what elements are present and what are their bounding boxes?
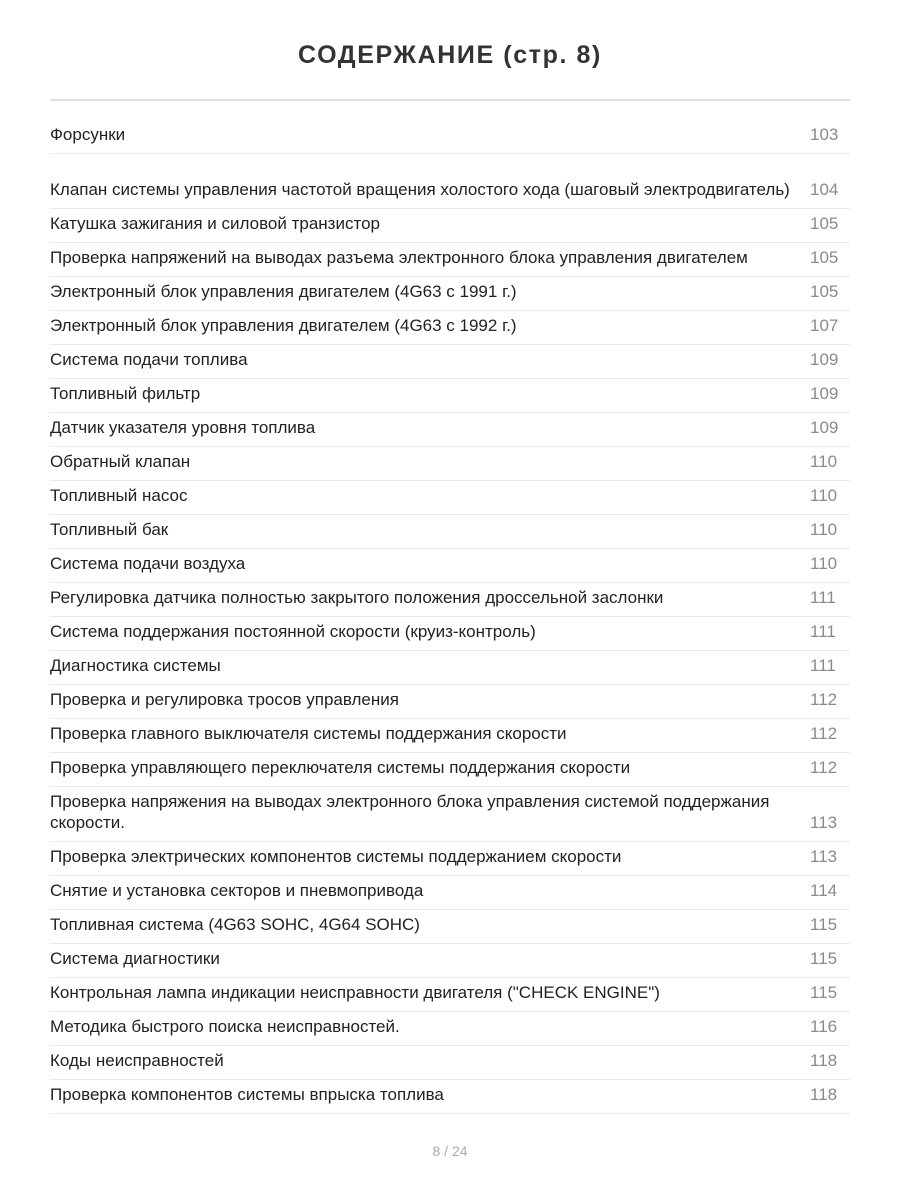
toc-entry-title: Контрольная лампа индикации неисправности двигателя ("CHECK ENGINE") [50,983,660,1002]
toc-entry-title: Топливный фильтр [50,384,201,403]
toc-entry-title: Проверка напряжения на выводах электронного блока управления системой поддержания скорости. [50,792,770,832]
document-page [50,0,850,1114]
toc-entry-title: Проверка главного выключателя системы поддержания скорости [50,724,567,743]
toc-row[interactable] [50,876,850,910]
toc-entry-title: Система диагностики [50,949,220,968]
toc-row[interactable] [50,515,850,549]
toc-row[interactable] [50,1012,850,1046]
toc-row[interactable] [50,209,850,243]
toc-row[interactable] [50,944,850,978]
toc-row[interactable] [50,1046,850,1080]
toc-row[interactable] [50,787,850,842]
toc-entry-title: Форсунки [50,125,126,144]
toc-row[interactable] [50,651,850,685]
toc-entry-page: 111 [810,622,836,641]
toc-row[interactable] [50,719,850,753]
toc-entry-title: Проверка управляющего переключателя системы поддержания скорости [50,758,631,777]
toc-entry-title: Коды неисправностей [50,1051,224,1070]
toc-entry-title: Электронный блок управления двигателем (4G63 с 1992 г.) [50,316,517,335]
toc-row[interactable] [50,413,850,447]
toc-row[interactable] [50,842,850,876]
toc-entry-title: Методика быстрого поиска неисправностей. [50,1017,400,1036]
toc-row[interactable] [50,549,850,583]
toc-row[interactable] [50,311,850,345]
toc-row[interactable] [50,447,850,481]
toc-entry-title: Проверка электрических компонентов системы поддержанием скорости [50,847,622,866]
toc-entry-page: 111 [810,656,836,675]
toc-entry-page: 104 [810,180,839,199]
toc-entry-title: Катушка зажигания и силовой транзистор [50,214,380,233]
toc-entry-page: 105 [810,248,839,267]
title-divider [50,99,850,101]
toc-entry-page: 107 [810,316,839,335]
toc-entry-page: 110 [810,452,838,471]
toc-entry-page: 105 [810,214,839,233]
toc-entry-page: 111 [810,588,836,607]
toc-entry-title: Топливный бак [50,520,169,539]
toc-entry-page: 118 [810,1085,838,1104]
toc-entry-page: 115 [810,983,838,1002]
toc-entry-title: Проверка и регулировка тросов управления [50,690,399,709]
toc-entry-title: Датчик указателя уровня топлива [50,418,316,437]
toc-entry-title: Проверка компонентов системы впрыска топлива [50,1085,444,1104]
toc-row[interactable] [50,753,850,787]
toc-entry-page: 110 [810,486,838,505]
toc-entry-title: Снятие и установка секторов и пневмопривода [50,881,424,900]
toc-entry-page: 112 [810,690,838,709]
toc-entry-page: 112 [810,758,838,777]
page-title: СОДЕРЖАНИЕ (стр. 8) [298,41,602,69]
toc-entry-title: Проверка напряжений на выводах разъема электронного блока управления двигателем [50,248,748,267]
toc-entry-page: 112 [810,724,838,743]
toc-entry-page: 118 [810,1051,838,1070]
page-number-footer: 8 / 24 [432,1143,468,1159]
toc-row[interactable] [50,685,850,719]
toc-entry-page: 115 [810,949,838,968]
toc-entry-page: 109 [810,384,839,403]
toc-entry-title: Топливная система (4G63 SOHC, 4G64 SOHC) [50,915,420,934]
toc-row[interactable] [50,154,850,209]
toc-row[interactable] [50,978,850,1012]
toc-entry-title: Регулировка датчика полностью закрытого положения дроссельной заслонки [50,588,664,607]
toc-list [50,120,850,1114]
toc-entry-page: 103 [810,125,839,144]
toc-row[interactable] [50,481,850,515]
toc-entry-title: Клапан системы управления частотой вращения холостого хода (шаговый электродвигатель) [50,180,790,199]
toc-entry-page: 113 [810,847,838,866]
toc-entry-page: 110 [810,520,838,539]
toc-entry-page: 114 [810,881,838,900]
toc-row[interactable] [50,345,850,379]
toc-row[interactable] [50,617,850,651]
toc-entry-title: Диагностика системы [50,656,221,675]
toc-row[interactable] [50,277,850,311]
toc-entry-page: 115 [810,915,838,934]
toc-row[interactable] [50,379,850,413]
toc-row[interactable] [50,583,850,617]
toc-row[interactable] [50,243,850,277]
toc-entry-page: 105 [810,282,839,301]
toc-entry-page: 113 [810,813,838,832]
toc-entry-page: 110 [810,554,838,573]
toc-entry-title: Электронный блок управления двигателем (4G63 с 1991 г.) [50,282,517,301]
toc-row[interactable] [50,1080,850,1114]
toc-entry-title: Топливный насос [50,486,188,505]
toc-entry-title: Система подачи воздуха [50,554,246,573]
toc-entry-page: 109 [810,350,839,369]
toc-entry-title: Система подачи топлива [50,350,248,369]
toc-entry-title: Обратный клапан [50,452,191,471]
toc-entry-title: Система поддержания постоянной скорости (круиз-контроль) [50,622,536,641]
toc-entry-page: 109 [810,418,839,437]
toc-entry-page: 116 [810,1017,838,1036]
toc-row[interactable] [50,910,850,944]
toc-row[interactable] [50,120,850,154]
